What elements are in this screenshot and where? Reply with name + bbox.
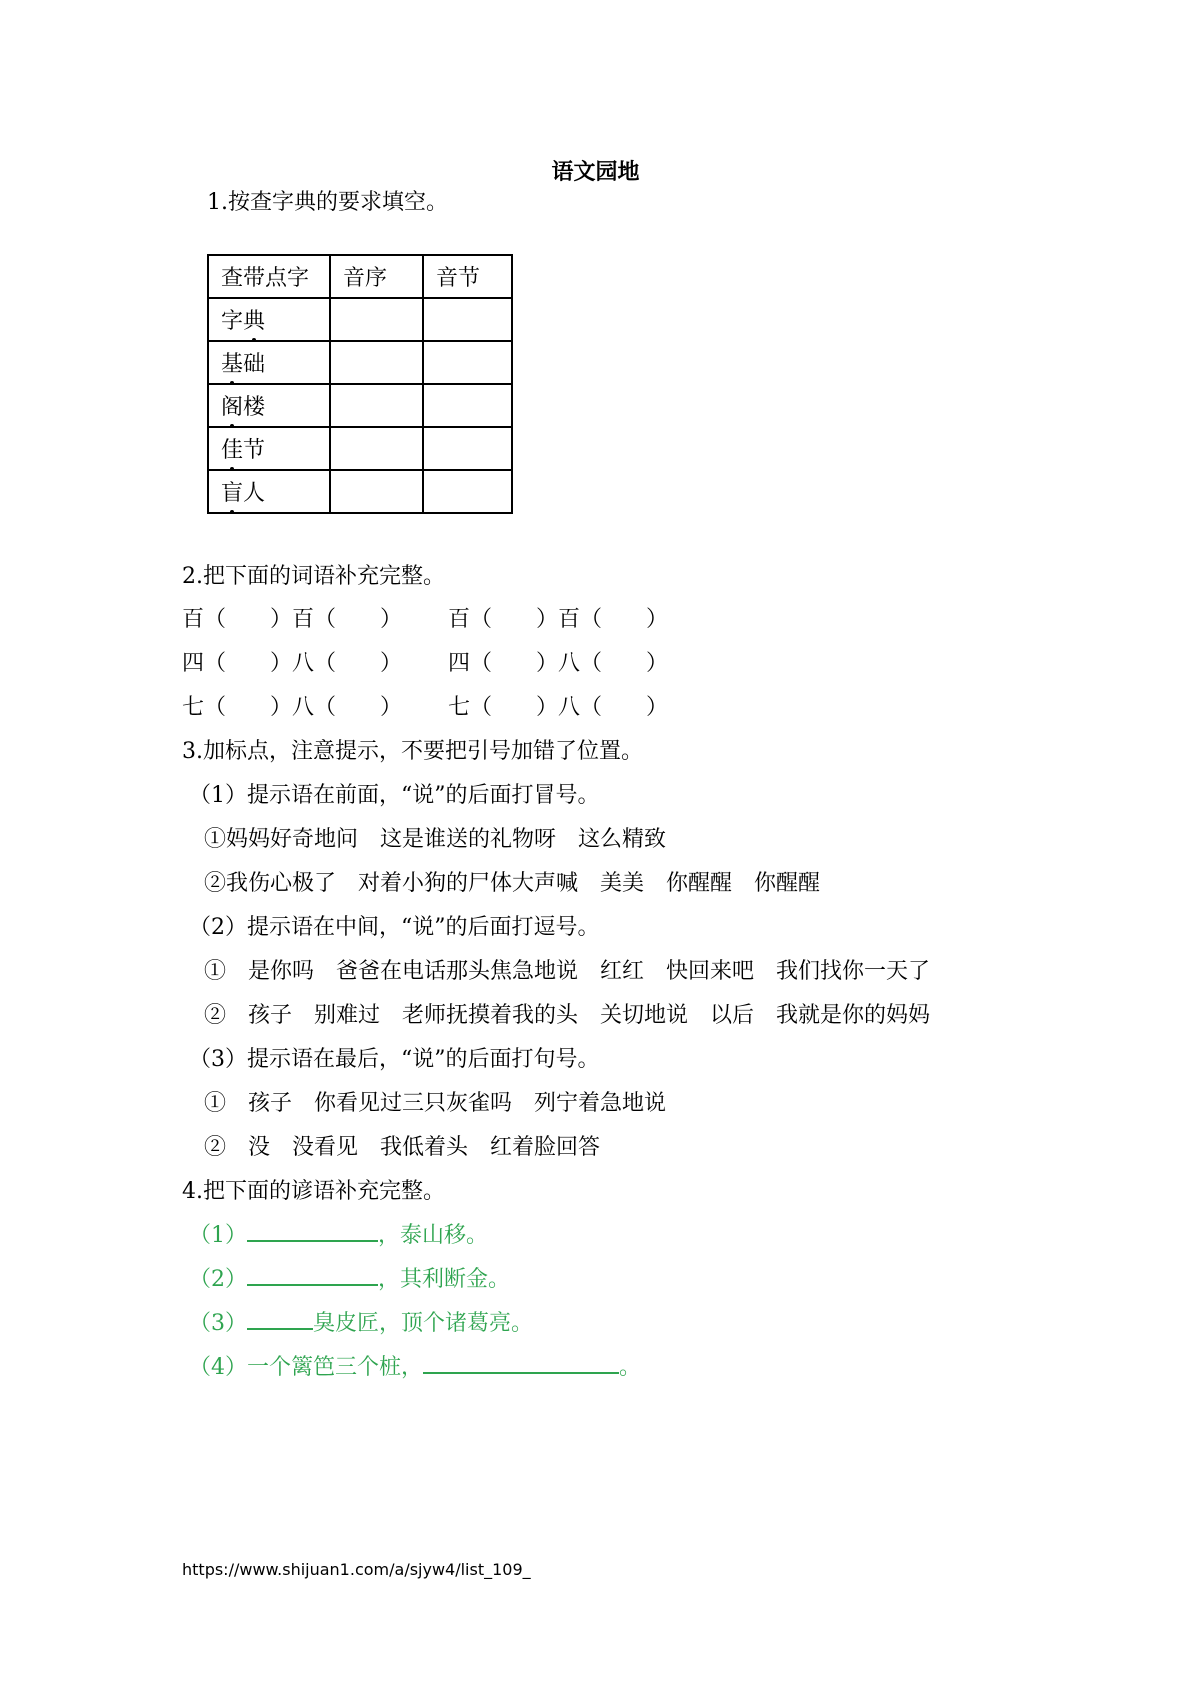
q4-answer-blank[interactable]	[247, 1310, 313, 1330]
answer-cell[interactable]	[330, 427, 423, 470]
table-row	[208, 341, 512, 384]
answer-cell[interactable]	[330, 470, 423, 513]
dotted-char: 基	[221, 347, 243, 378]
word-char: 础	[243, 352, 266, 377]
answer-cell[interactable]	[330, 298, 423, 341]
q4-item-3	[189, 1310, 533, 1338]
answer-cell[interactable]	[330, 384, 423, 427]
q4-item-number: （2）	[189, 1267, 247, 1292]
table-row	[208, 427, 512, 470]
header-initial: 音序	[330, 255, 423, 298]
q3-part3-heading: （3）提示语在最后，“说”的后面打句号。	[189, 1047, 600, 1072]
q4-item-text: 臭皮匠，顶个诸葛亮。	[313, 1311, 534, 1336]
table-row	[208, 298, 512, 341]
q3-part3-item2: ② 没 没看见 我低着头 红着脸回答	[204, 1135, 601, 1160]
q2-blank-right[interactable]: 四（ ）八（ ）	[448, 651, 669, 676]
header-syllable: 音节	[423, 255, 512, 298]
q3-part1-item1: ①妈妈好奇地问 这是谁送的礼物呀 这么精致	[204, 827, 667, 852]
dotted-char: 佳	[221, 433, 243, 464]
dotted-char: 盲	[221, 476, 243, 507]
answer-cell[interactable]	[423, 470, 512, 513]
answer-cell[interactable]	[423, 384, 512, 427]
page-title: 语文园地	[551, 160, 640, 185]
word-char: 楼	[243, 395, 266, 420]
dictionary-table	[207, 254, 513, 514]
word-cell	[208, 298, 330, 341]
q3-part1-heading: （1）提示语在前面，“说”的后面打冒号。	[189, 783, 600, 808]
q4-item-text: ，其利断金。	[378, 1267, 511, 1292]
word-cell	[208, 427, 330, 470]
answer-cell[interactable]	[330, 341, 423, 384]
q3-part1-item2: ②我伤心极了 对着小狗的尸体大声喊 美美 你醒醒 你醒醒	[204, 871, 821, 896]
header-char: 查带点字	[208, 255, 330, 298]
q3-part2-item2: ② 孩子 别难过 老师抚摸着我的头 关切地说 以后 我就是你的妈妈	[204, 1003, 931, 1028]
q3-part3-item1: ① 孩子 你看见过三只灰雀吗 列宁着急地说	[204, 1091, 667, 1116]
word-char: 字	[221, 309, 244, 334]
answer-cell[interactable]	[423, 427, 512, 470]
dotted-char: 阁	[221, 390, 243, 421]
word-char: 人	[243, 481, 266, 506]
q4-item-number: （4）	[189, 1355, 247, 1380]
q2-blank-right[interactable]: 百（ ）百（ ）	[448, 607, 669, 632]
q4-prompt: 4.把下面的谚语补充完整。	[182, 1179, 445, 1204]
q3-part2-heading: （2）提示语在中间，“说”的后面打逗号。	[189, 915, 600, 940]
dotted-char: 典	[243, 304, 265, 335]
q1-prompt: 1.按查字典的要求填空。	[207, 190, 448, 215]
q4-item-2	[189, 1266, 510, 1294]
q2-blank-left[interactable]: 七（ ）八（ ）	[182, 695, 403, 720]
q2-prompt: 2.把下面的词语补充完整。	[182, 564, 445, 589]
word-cell	[208, 384, 330, 427]
q4-answer-blank[interactable]	[247, 1222, 378, 1242]
word-cell	[208, 341, 330, 384]
q4-item-text: ，泰山移。	[378, 1223, 489, 1248]
word-cell	[208, 470, 330, 513]
q2-blank-right[interactable]: 七（ ）八（ ）	[448, 695, 669, 720]
q2-blank-left[interactable]: 四（ ）八（ ）	[182, 651, 403, 676]
q4-item-1	[189, 1222, 488, 1250]
q4-item-4	[189, 1354, 641, 1382]
table-row	[208, 384, 512, 427]
q4-item-number: （1）	[189, 1223, 247, 1248]
answer-cell[interactable]	[423, 298, 512, 341]
q3-part2-item1: ① 是你吗 爸爸在电话那头焦急地说 红红 快回来吧 我们找你一天了	[204, 959, 931, 984]
q4-answer-blank[interactable]	[423, 1354, 619, 1374]
q2-blank-left[interactable]: 百（ ）百（ ）	[182, 607, 403, 632]
answer-cell[interactable]	[423, 341, 512, 384]
q3-prompt: 3.加标点，注意提示，不要把引号加错了位置。	[182, 739, 643, 764]
q4-answer-blank[interactable]	[247, 1266, 378, 1286]
table-row	[208, 470, 512, 513]
q4-item-number: （3）	[189, 1311, 247, 1336]
word-char: 节	[243, 438, 266, 463]
q4-item-end: 。	[619, 1355, 642, 1380]
footer-url: https://www.shijuan1.com/a/sjyw4/list_109_	[182, 1560, 531, 1579]
q4-item-text: 一个篱笆三个桩，	[247, 1355, 424, 1380]
table-header-row	[208, 255, 512, 298]
